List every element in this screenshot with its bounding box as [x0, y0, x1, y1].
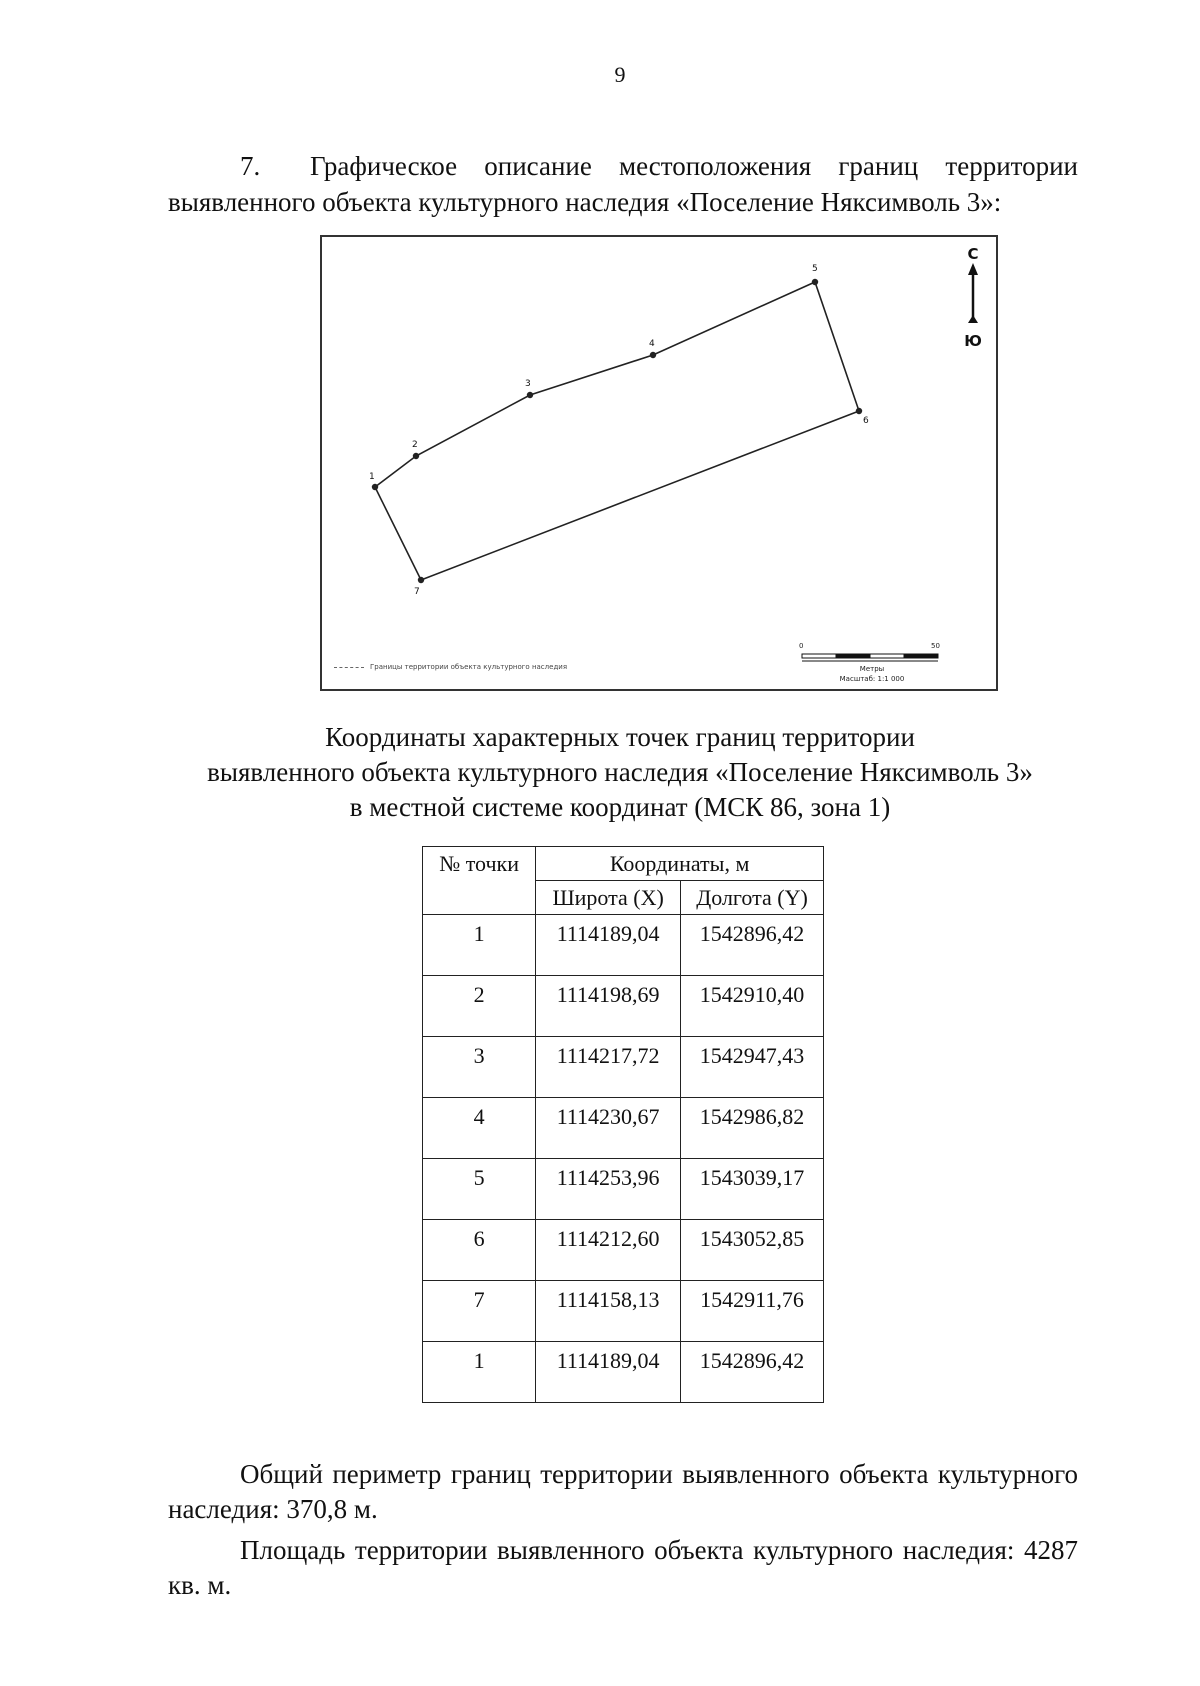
- perimeter-text: Общий периметр границ территории выявленного объекта культурного наследия: 370,8 м.: [168, 1459, 1078, 1524]
- north-label: С: [967, 245, 979, 263]
- table-row: [423, 976, 824, 1037]
- latitude-x-cell: 1114217,72: [536, 1037, 681, 1098]
- boundary-point-label: 1: [369, 472, 375, 482]
- latitude-x-cell: 1114230,67: [536, 1098, 681, 1159]
- point-number-cell: 1: [423, 1342, 536, 1403]
- boundary-map: [320, 235, 998, 691]
- boundary-map-drawing: [322, 237, 996, 689]
- boundary-point-label: 2: [412, 440, 418, 450]
- header-point-number: № точки: [423, 847, 536, 915]
- map-legend: [334, 663, 567, 671]
- longitude-y-cell: 1542986,82: [681, 1098, 824, 1159]
- scale-start-label: 0: [799, 642, 804, 650]
- boundary-point-label: 4: [649, 339, 655, 349]
- boundary-point-label: 6: [863, 416, 869, 426]
- scale-bar: [802, 654, 938, 661]
- boundary-point-label: 7: [414, 587, 420, 597]
- section-heading: [168, 148, 1078, 220]
- boundary-point-label: 5: [812, 264, 818, 274]
- table-caption-line-1: Координаты характерных точек границ территории: [325, 722, 915, 752]
- section-number: 7.: [240, 151, 261, 181]
- header-coordinates: Координаты, м: [536, 847, 824, 881]
- boundary-point-label: 3: [525, 379, 531, 389]
- latitude-x-cell: 1114189,04: [536, 915, 681, 976]
- north-arrow-icon: [968, 263, 978, 323]
- longitude-y-cell: 1542911,76: [681, 1281, 824, 1342]
- boundary-point-marker: [812, 279, 818, 285]
- longitude-y-cell: 1543052,85: [681, 1220, 824, 1281]
- point-number-cell: 4: [423, 1098, 536, 1159]
- longitude-y-cell: 1543039,17: [681, 1159, 824, 1220]
- legend-text: Границы территории объекта культурного наследия: [370, 663, 568, 671]
- boundary-point-marker: [650, 352, 656, 358]
- south-label: Ю: [964, 332, 982, 350]
- scale-units-label: Метры: [859, 665, 885, 673]
- latitude-x-cell: 1114198,69: [536, 976, 681, 1037]
- table-row: [423, 1281, 824, 1342]
- area-paragraph: [168, 1533, 1078, 1603]
- header-longitude-y: Долгота (Y): [681, 881, 824, 915]
- table-row: [423, 1220, 824, 1281]
- boundary-point-marker: [856, 408, 862, 414]
- table-row: [423, 1098, 824, 1159]
- point-number-cell: 1: [423, 915, 536, 976]
- latitude-x-cell: 1114253,96: [536, 1159, 681, 1220]
- table-row: [423, 1342, 824, 1403]
- latitude-x-cell: 1114158,13: [536, 1281, 681, 1342]
- point-number-cell: 3: [423, 1037, 536, 1098]
- area-text: Площадь территории выявленного объекта культурного наследия: 4287 кв. м.: [168, 1535, 1078, 1600]
- scale-ratio-label: Масштаб: 1:1 000: [839, 675, 905, 683]
- table-row: [423, 1037, 824, 1098]
- point-number-cell: 5: [423, 1159, 536, 1220]
- boundary-point-marker: [418, 577, 424, 583]
- table-caption-line-2: выявленного объекта культурного наследия «Поселение Няксимволь 3»: [207, 757, 1033, 787]
- latitude-x-cell: 1114212,60: [536, 1220, 681, 1281]
- boundary-point-marker: [413, 453, 419, 459]
- table-row: [423, 915, 824, 976]
- table-caption-line-3: в местной системе координат (МСК 86, зона 1): [349, 792, 891, 822]
- latitude-x-cell: 1114189,04: [536, 1342, 681, 1403]
- page-number: 9: [614, 62, 626, 87]
- territory-boundary: [375, 282, 859, 580]
- header-latitude-x: Широта (X): [536, 881, 681, 915]
- longitude-y-cell: 1542896,42: [681, 1342, 824, 1403]
- longitude-y-cell: 1542896,42: [681, 915, 824, 976]
- perimeter-paragraph: [168, 1457, 1078, 1527]
- section-title: Графическое описание местоположения границ территории выявленного объекта культурного наследия «Поселение Няксимволь 3»:: [168, 151, 1078, 217]
- scale-end-label: 50: [931, 642, 940, 650]
- longitude-y-cell: 1542947,43: [681, 1037, 824, 1098]
- table-caption: [180, 720, 1060, 825]
- boundary-point-marker: [372, 484, 378, 490]
- point-number-cell: 2: [423, 976, 536, 1037]
- coordinates-table: [422, 846, 824, 1403]
- point-number-cell: 6: [423, 1220, 536, 1281]
- longitude-y-cell: 1542910,40: [681, 976, 824, 1037]
- legend-line-sample: [334, 667, 364, 668]
- table-row: [423, 1159, 824, 1220]
- point-number-cell: 7: [423, 1281, 536, 1342]
- boundary-point-marker: [527, 392, 533, 398]
